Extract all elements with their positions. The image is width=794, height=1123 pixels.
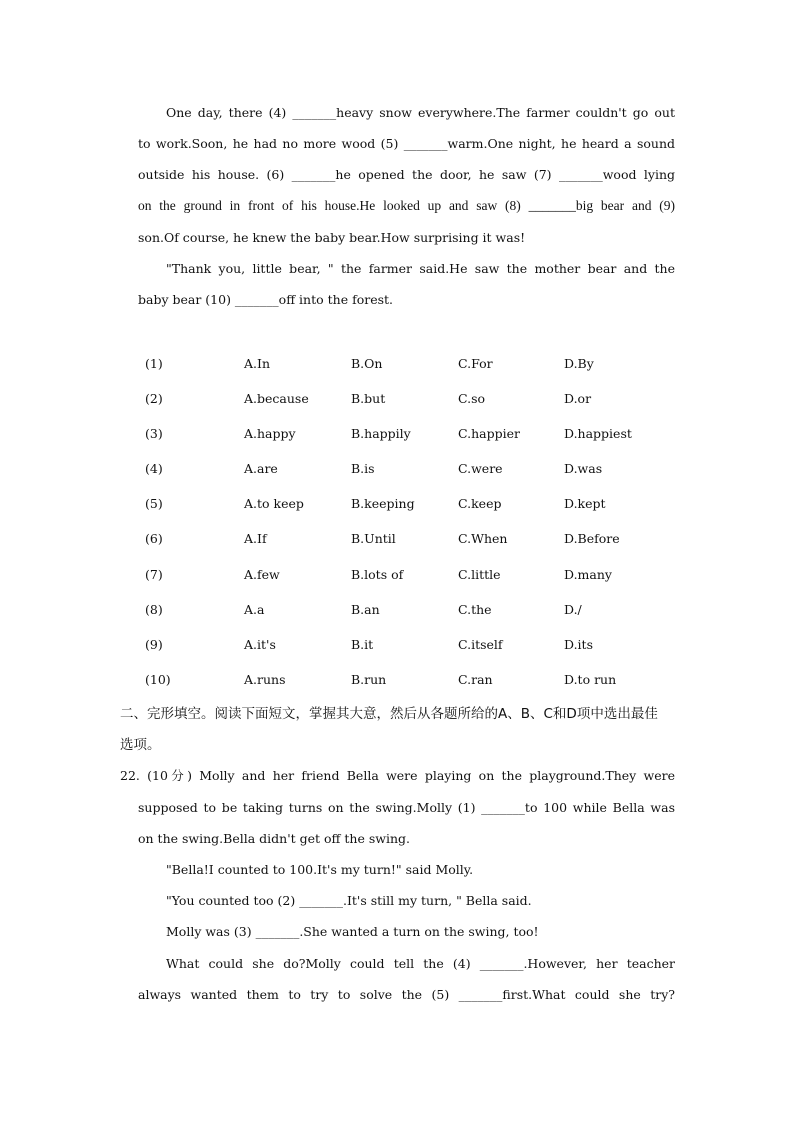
option-d: D.Before xyxy=(564,531,620,546)
passage-1-line-3: outside his house. (6) _______he opened the door, he saw (7) _______wood lying xyxy=(138,167,675,182)
option-a: A.a xyxy=(244,602,265,617)
option-b: B.keeping xyxy=(351,496,415,511)
option-b: B.Until xyxy=(351,531,396,546)
option-d: D.to run xyxy=(564,672,617,687)
question-number: (9) xyxy=(145,637,163,652)
passage-1-line-5: son.Of course, he knew the baby bear.How surprising it was! xyxy=(138,230,526,245)
option-c: C.For xyxy=(458,356,493,371)
option-b: B.happily xyxy=(351,426,411,441)
option-a: A.are xyxy=(244,461,278,476)
question-number: (7) xyxy=(145,567,163,582)
option-c: C.When xyxy=(458,531,508,546)
option-a: A.If xyxy=(244,531,267,546)
option-a: A.because xyxy=(244,391,309,406)
question-22-line-4: "Bella!I counted to 100.It's my turn!" said Molly. xyxy=(166,862,474,877)
option-a: A.to keep xyxy=(244,496,304,511)
option-b: B.On xyxy=(351,356,383,371)
option-d: D.its xyxy=(564,637,593,652)
question-number: (5) xyxy=(145,496,163,511)
option-row xyxy=(145,459,665,479)
question-number: (6) xyxy=(145,531,163,546)
option-c: C.the xyxy=(458,602,492,617)
option-d: D.kept xyxy=(564,496,606,511)
question-number: (1) xyxy=(145,356,163,371)
option-row xyxy=(145,389,665,409)
option-a: A.few xyxy=(244,567,280,582)
question-number: (10) xyxy=(145,672,171,687)
option-d: D.happiest xyxy=(564,426,632,441)
option-row xyxy=(145,529,665,549)
option-c: C.happier xyxy=(458,426,520,441)
question-number: (8) xyxy=(145,602,163,617)
option-b: B.lots of xyxy=(351,567,404,582)
question-22-line-5: "You counted too (2) _______.It's still my turn, " Bella said. xyxy=(166,893,532,908)
option-c: C.were xyxy=(458,461,503,476)
passage-1-line-1: One day, there (4) _______heavy snow everywhere.The farmer couldn't go out xyxy=(166,105,675,120)
passage-1-line-4: on the ground in front of his house.He looked up and saw (8) _______big bear and (9) xyxy=(138,198,675,213)
question-22-line-2: supposed to be taking turns on the swing.Molly (1) _______to 100 while Bella was xyxy=(138,800,675,815)
option-d: D.many xyxy=(564,567,612,582)
option-a: A.runs xyxy=(244,672,286,687)
option-c: C.itself xyxy=(458,637,503,652)
section-2-heading: 二、完形填空。阅读下面短文，掌握其大意，然后从各题所给的A、B、C和D项中选出最佳 xyxy=(120,706,658,722)
option-c: C.little xyxy=(458,567,501,582)
option-row xyxy=(145,354,665,374)
option-row xyxy=(145,494,665,514)
question-22-line-1: 22. (10分) Molly and her friend Bella were playing on the playground.They were xyxy=(120,768,675,783)
option-c: C.ran xyxy=(458,672,493,687)
question-22-line-3: on the swing.Bella didn't get off the swing. xyxy=(138,831,410,846)
section-2-heading-cont: 选项。 xyxy=(120,737,161,753)
option-a: A.it's xyxy=(244,637,276,652)
option-row xyxy=(145,565,665,585)
option-d: D./ xyxy=(564,602,582,617)
option-c: C.so xyxy=(458,391,486,406)
question-number: (4) xyxy=(145,461,163,476)
question-22-line-7: What could she do?Molly could tell the (4) _______.However, her teacher xyxy=(166,956,675,971)
option-b: B.it xyxy=(351,637,374,652)
passage-1-line-7: baby bear (10) _______off into the forest. xyxy=(138,292,394,307)
question-number: (2) xyxy=(145,391,163,406)
option-row xyxy=(145,670,665,690)
option-row xyxy=(145,424,665,444)
question-22-line-6: Molly was (3) _______.She wanted a turn on the swing, too! xyxy=(166,924,539,939)
option-b: B.run xyxy=(351,672,387,687)
option-a: A.In xyxy=(244,356,270,371)
option-d: D.was xyxy=(564,461,603,476)
option-b: B.but xyxy=(351,391,386,406)
option-c: C.keep xyxy=(458,496,502,511)
question-number: (3) xyxy=(145,426,163,441)
option-d: D.By xyxy=(564,356,594,371)
option-a: A.happy xyxy=(244,426,296,441)
question-22-line-8: always wanted them to try to solve the (5) _______first.What could she try? xyxy=(138,987,675,1002)
option-b: B.is xyxy=(351,461,375,476)
passage-1-line-2: to work.Soon, he had no more wood (5) _______warm.One night, he heard a sound xyxy=(138,136,675,151)
option-row xyxy=(145,600,665,620)
option-row xyxy=(145,635,665,655)
option-b: B.an xyxy=(351,602,380,617)
option-d: D.or xyxy=(564,391,592,406)
passage-1-line-6: "Thank you, little bear, " the farmer said.He saw the mother bear and the xyxy=(166,261,675,276)
